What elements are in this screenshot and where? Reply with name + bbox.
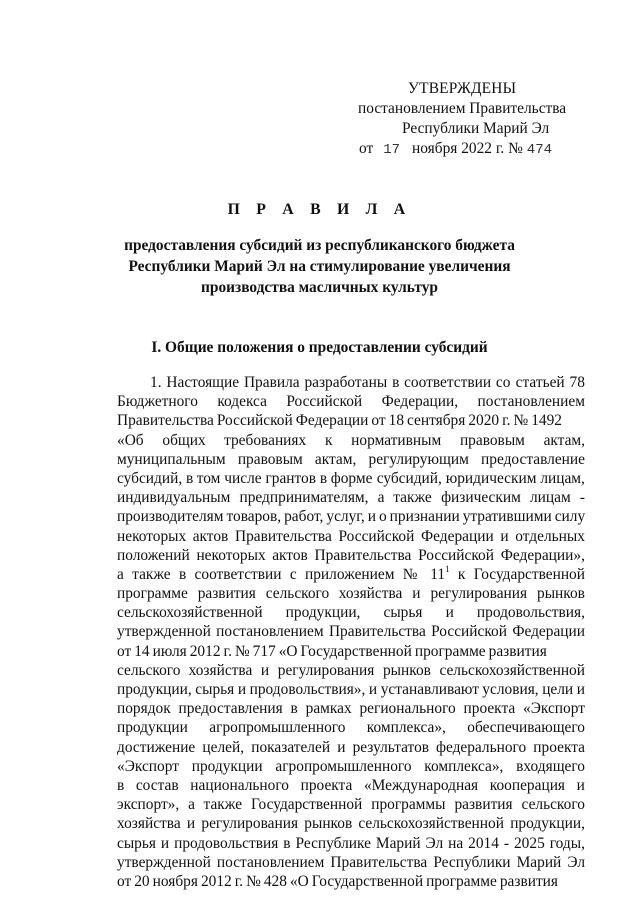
paragraph-line: Правительства Российской Федерации от 18 сентября 2020 г. № 1492: [117, 412, 562, 430]
approval-title: УТВЕРЖДЕНЫ: [408, 80, 517, 97]
subtitle-line: предоставления субсидий из республиканского бюджета: [124, 237, 515, 254]
paragraph-line: «Экспорт продукции агропромышленного комплекса», входящего: [117, 757, 585, 775]
paragraph-line: в состав национального проекта «Международная кооперация и: [117, 776, 585, 794]
paragraph-line: утвержденной постановлением Правительства Республики Марий Эл: [117, 853, 585, 871]
approval-stamp: [356, 79, 606, 160]
paragraph-line: положений некоторых актов Правительства Российской Федерации»,: [117, 546, 585, 564]
approval-number: 474: [526, 142, 553, 158]
footnote-mark: 1: [445, 563, 450, 574]
paragraph-line-start: а также в соответствии с приложением № 11: [117, 565, 446, 583]
paragraph-line: от 20 ноября 2012 г. № 428 «О Государственной программе развития: [117, 872, 558, 890]
approval-line-date: [359, 139, 606, 160]
approval-from: от: [359, 140, 374, 157]
approval-line-republic: Республики Марий Эл: [402, 120, 550, 137]
paragraph-line: «Об общих требованиях к нормативным правовым актам,: [117, 431, 585, 449]
paragraph-line: индивидуальным предпринимателям, а также физическим лицам -: [117, 489, 585, 507]
subtitle-line: производства масличных культур: [201, 279, 438, 296]
paragraph-line: производителям товаров, работ, услуг, и о признании утратившими силу: [117, 508, 586, 526]
document-subtitle: [100, 235, 539, 298]
paragraph-line: утвержденной постановлением Правительства Российской Федерации: [117, 623, 585, 641]
approval-line-decree: постановлением Правительства: [358, 100, 567, 117]
paragraph-line: порядок предоставления в рамках регионального проекта «Экспорт: [117, 700, 585, 718]
paragraph-line: муниципальным правовым актам, регулирующим предоставление: [117, 450, 585, 468]
paragraph-line: от 14 июля 2012 г. № 717 «О Государственной программе развития: [117, 642, 547, 660]
paragraph-line-tail: к Государственной: [457, 565, 585, 583]
paragraph-line: некоторых актов Правительства Российской Федерации и отдельных: [117, 527, 585, 545]
paragraph-body: [117, 373, 585, 891]
paragraph-line-footnote: [117, 565, 585, 584]
paragraph-line: продукции, сырья и продовольствия», и устанавливают условия, цели и: [117, 681, 585, 698]
paragraph-line: субсидий, в том числе грантов в форме субсидий, юридическим лицам,: [117, 469, 585, 487]
paragraph-line: Бюджетного кодекса Российской Федерации, постановлением: [117, 393, 585, 411]
paragraph-line: достижение целей, показателей и результатов федерального проекта: [117, 738, 585, 756]
paragraph-line: 1. Настоящие Правила разработаны в соответствии со статьей 78: [150, 374, 585, 391]
paragraph-line: хозяйства и регулирования рынков сельскохозяйственной продукции,: [117, 815, 585, 833]
paragraph-line: сырья и продовольствия в Республике Марий Эл на 2014 - 2025 годы,: [117, 834, 585, 852]
approval-month-year: ноября 2022 г. №: [412, 140, 523, 157]
paragraph-line: продукции агропромышленного комплекса», обеспечивающего: [117, 719, 585, 737]
paragraph-line: сельского хозяйства и регулирования рынков сельскохозяйственной: [117, 661, 585, 679]
paragraph-line: программе развития сельского хозяйства и регулирования рынков: [117, 585, 585, 603]
subtitle-line: Республики Марий Эл на стимулирование увеличения: [128, 258, 511, 275]
paragraph-line: экспорт», а также Государственной программы развития сельского: [117, 796, 585, 814]
paragraph-line: сельскохозяйственной продукции, сырья и продовольствия,: [117, 604, 585, 622]
section-title: I. Общие положения о предоставлении субсидий: [151, 339, 488, 356]
approval-day: 17: [383, 142, 401, 158]
rules-heading: П Р А В И Л А: [227, 201, 412, 218]
